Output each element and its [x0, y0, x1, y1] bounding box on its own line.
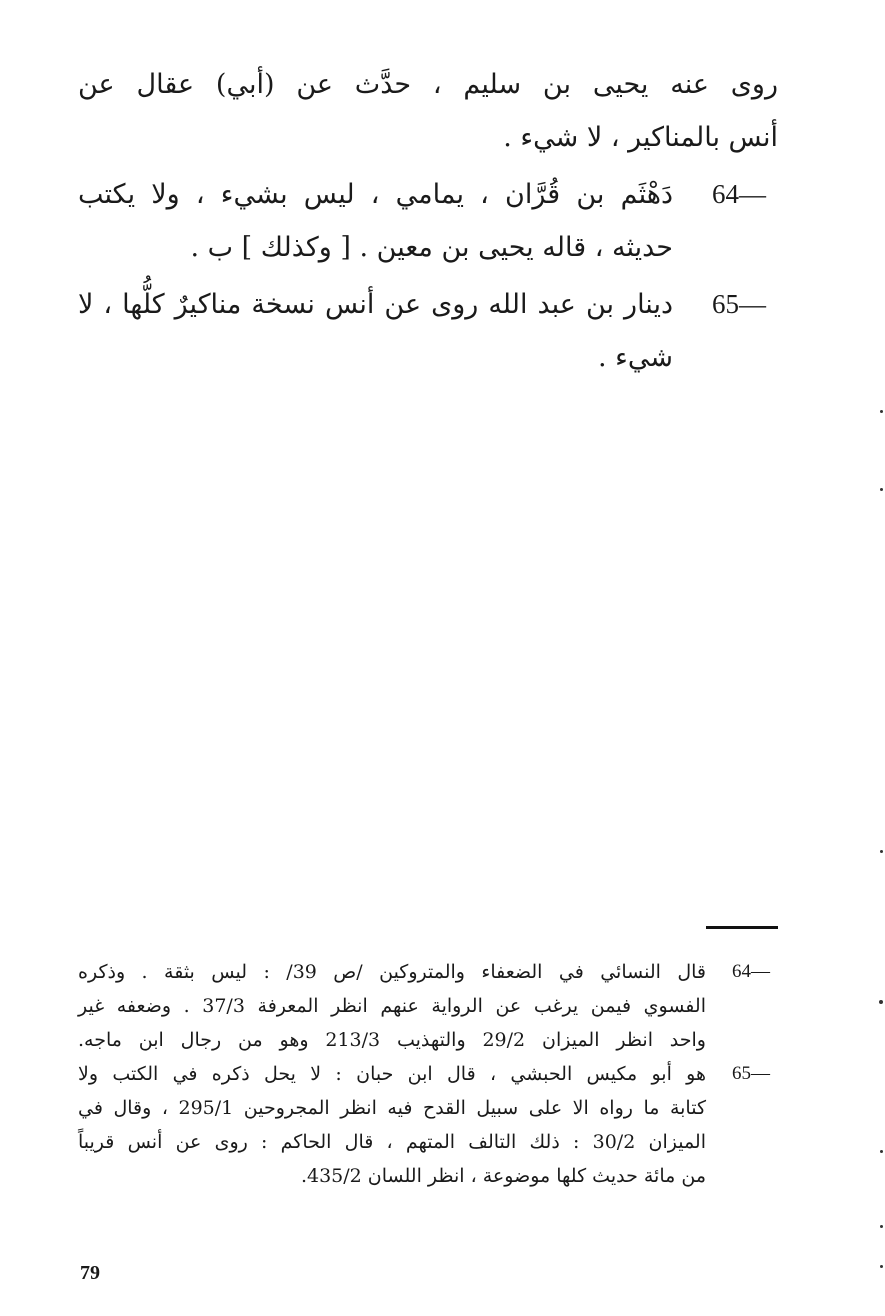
footnote-line: قال النسائي في الضعفاء والمتروكين /ص 39/ : ليس بثقة . وذكره — [78, 961, 706, 983]
text-line: حديثه ، قاله يحيى بن معين . [ وكذلك ] ب . — [190, 232, 673, 263]
entry-text — [78, 168, 673, 274]
footnotes — [78, 955, 778, 1193]
scan-speck — [880, 1225, 883, 1228]
entry-number — [678, 278, 778, 331]
footnote-line: الفسوي فيمن يرغب عن الرواية عنهم انظر المعرفة 37/3 . وضعفه غير — [78, 995, 706, 1017]
scan-speck — [880, 1265, 883, 1268]
footnote-65 — [78, 1057, 778, 1193]
scan-speck — [880, 1150, 883, 1153]
text-line: شيء . — [598, 342, 673, 373]
entry-text — [78, 278, 673, 384]
footnote-separator — [706, 926, 778, 929]
entry-continuation — [78, 58, 778, 164]
footnote-number-value: 65 — [732, 1063, 751, 1084]
scan-speck — [879, 1000, 883, 1004]
footnote-dash: — — [751, 1063, 770, 1084]
entry-number — [678, 168, 778, 221]
text-line: روى عنه يحيى بن سليم ، حدَّث عن (أبي) عقال عن — [78, 69, 778, 100]
entry-64 — [78, 168, 778, 274]
entry-number-value: 65 — [712, 289, 739, 319]
text-line: دينار بن عبد الله روى عن أنس نسخة مناكيرٌ كلُّها ، لا — [78, 289, 673, 320]
text-line: أنس بالمناكير ، لا شيء . — [503, 122, 778, 153]
footnote-number-value: 64 — [732, 961, 751, 982]
scan-speck — [880, 488, 883, 491]
footnote-line: من مائة حديث كلها موضوعة ، انظر اللسان 435/2. — [300, 1165, 706, 1187]
footnote-line: كتابة ما رواه الا على سبيل القدح فيه انظر المجروحين 295/1 ، وقال في — [78, 1097, 706, 1119]
footnote-line: الميزان 30/2 : ذلك التالف المتهم ، قال الحاكم : روى عن أنس قريباً — [78, 1131, 706, 1153]
footnote-dash: — — [751, 961, 770, 982]
footnote-64 — [78, 955, 778, 1057]
footnote-line: واحد انظر الميزان 29/2 والتهذيب 213/3 وهو من رجال ابن ماجه. — [78, 1029, 706, 1051]
page-number: 79 — [80, 1262, 100, 1284]
footnote-line: هو أبو مكيس الحبشي ، قال ابن حبان : لا يحل ذكره في الكتب ولا — [78, 1063, 706, 1085]
entry-dash: — — [739, 179, 766, 209]
scan-speck — [880, 850, 883, 853]
footnote-number — [708, 955, 778, 989]
footnote-number — [708, 1057, 778, 1091]
footnote-text — [78, 955, 706, 1057]
text-line: دَهْثَم بن قُرَّان ، يمامي ، ليس بشيء ، ولا يكتب — [78, 179, 673, 210]
entry-65 — [78, 278, 778, 384]
footnote-text — [78, 1057, 706, 1193]
main-text — [78, 58, 778, 384]
entry-dash: — — [739, 289, 766, 319]
scan-speck — [880, 410, 883, 413]
entry-number-value: 64 — [712, 179, 739, 209]
